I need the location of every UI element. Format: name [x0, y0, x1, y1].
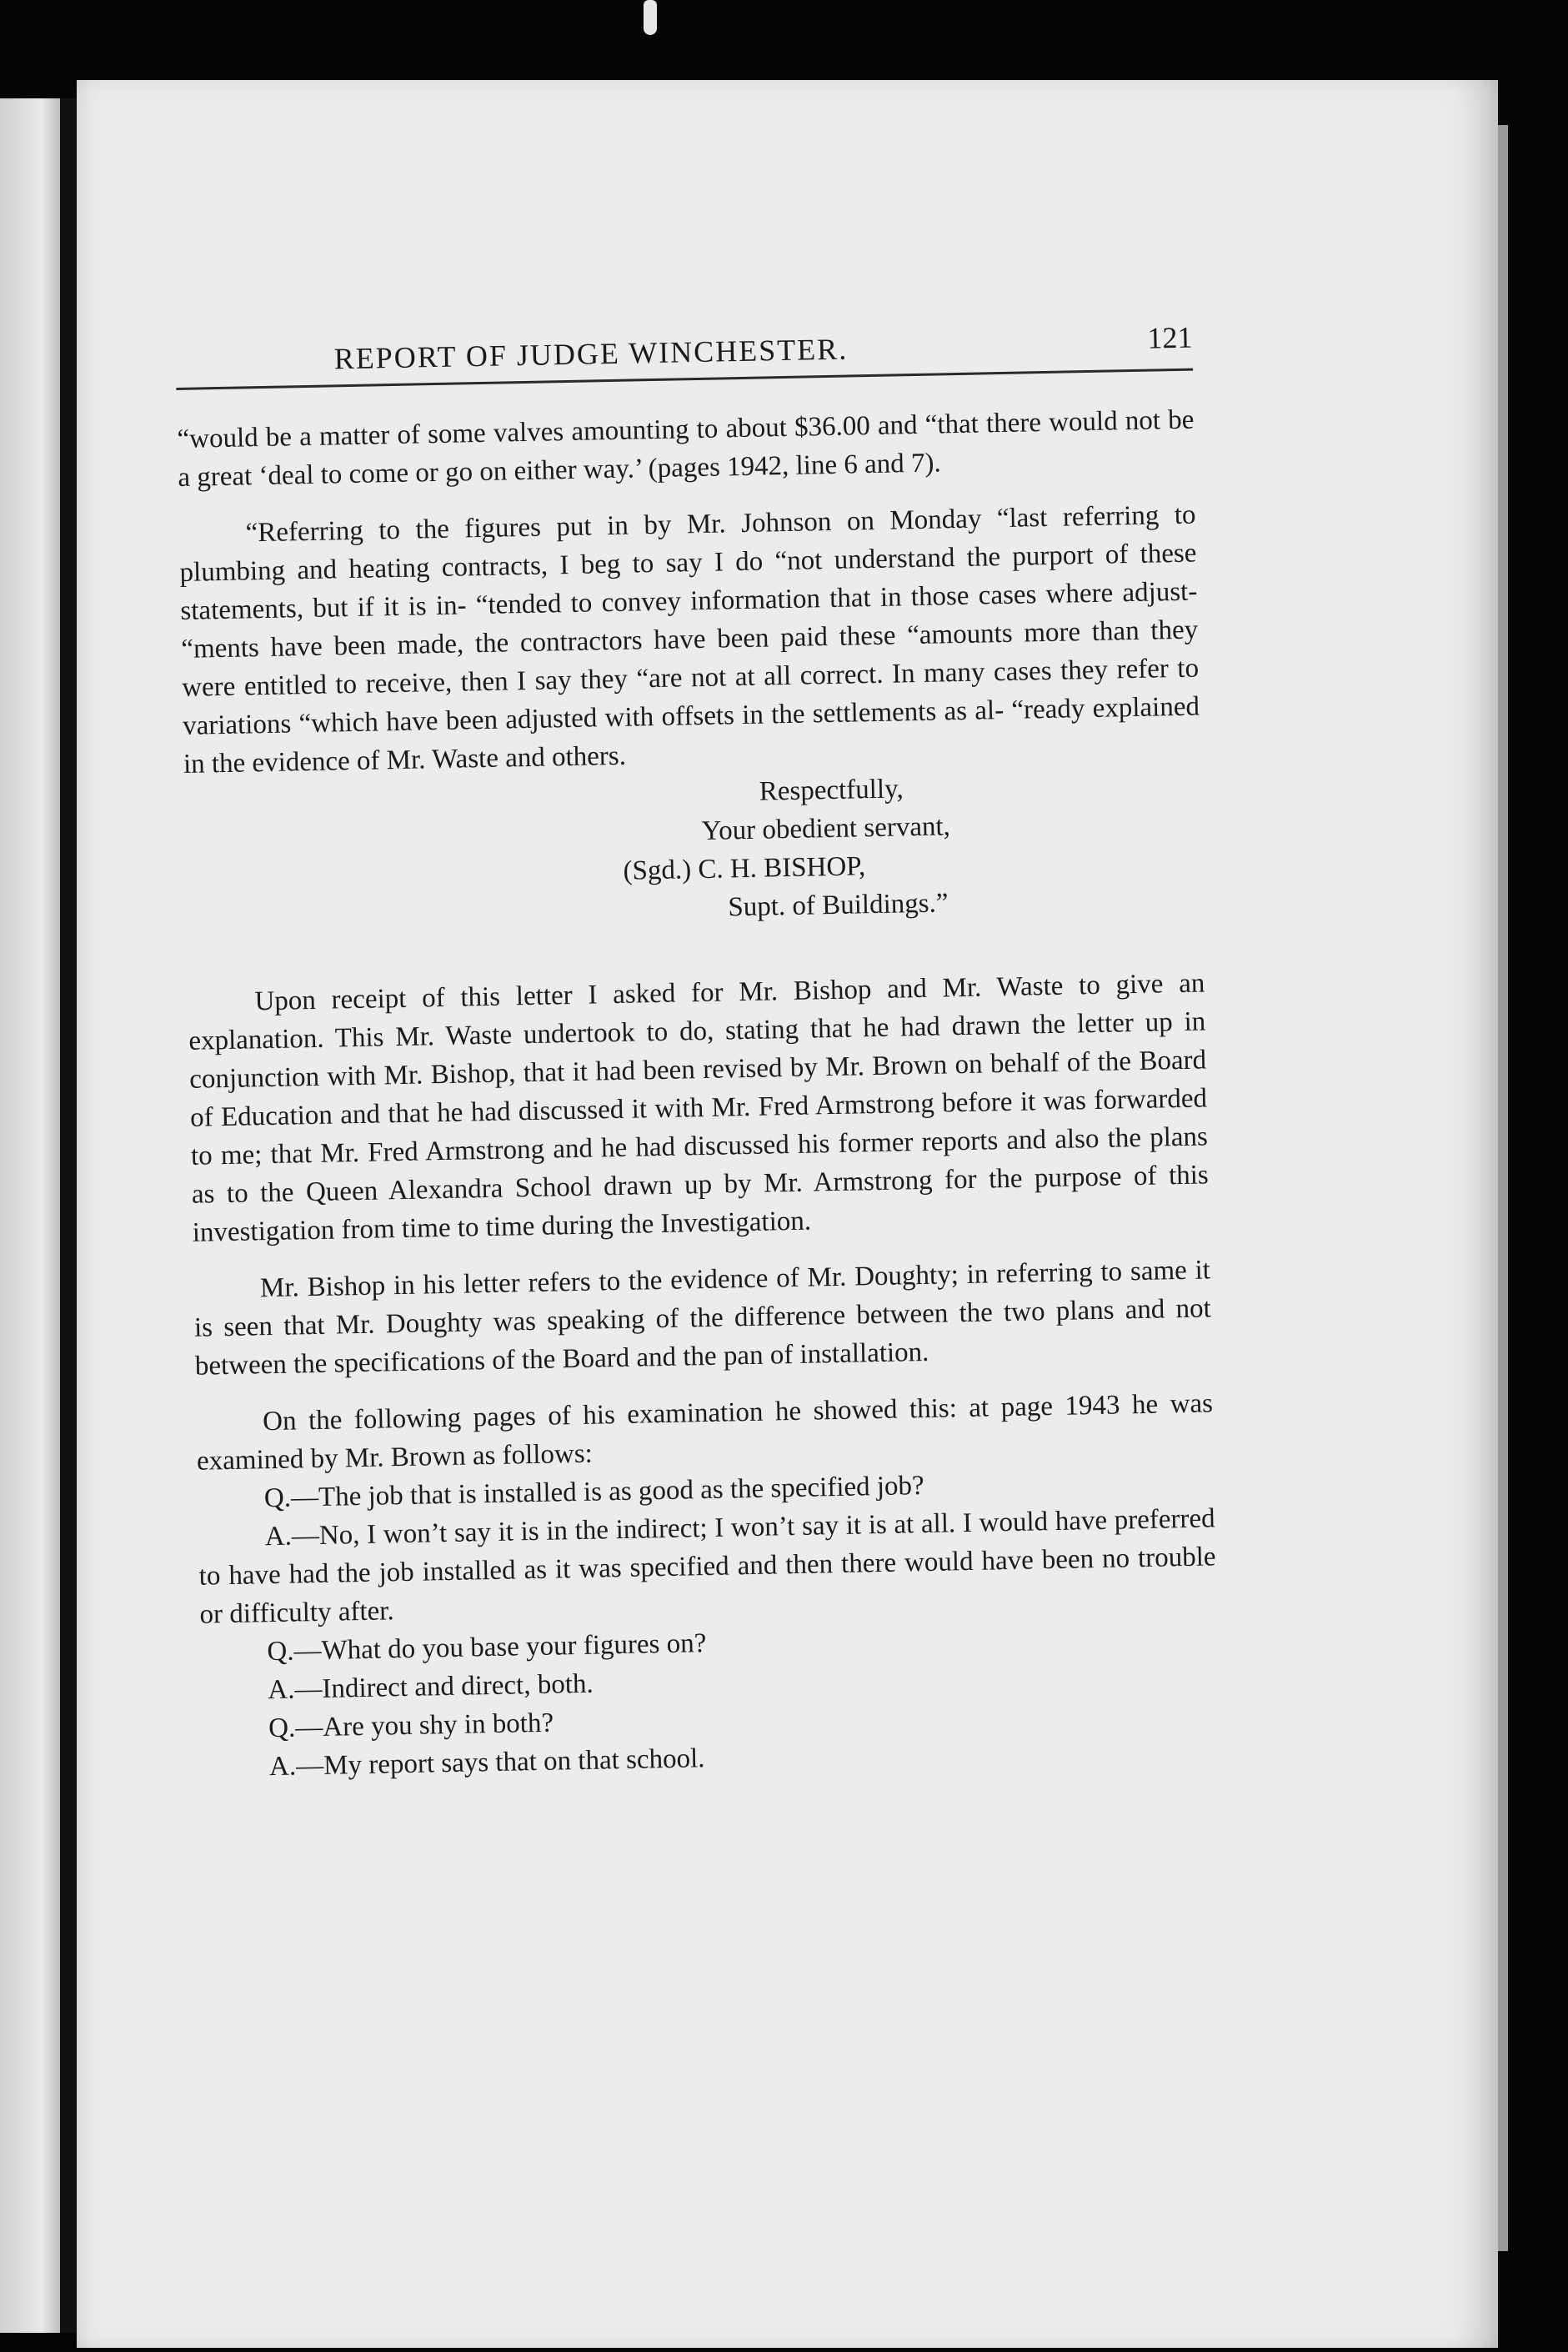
answer-line: A.—My report says that on that school.: [268, 1743, 705, 1783]
page-number: 121: [1147, 320, 1193, 355]
facing-page-edge: [0, 98, 60, 2333]
signature-title: Supt. of Buildings.”: [728, 888, 949, 923]
body-paragraph: On the following pages of his examination he showed this: at page 1943 he was examined by Mr. Brown as follows:: [196, 1388, 1214, 1477]
question-line: Q.—The job that is installed is as good as the specified job?: [263, 1471, 924, 1514]
question-line: Q.—Are you shy in both?: [268, 1708, 554, 1744]
answer-line: A.—No, I won’t say it is in the indirect; I won’t say it is at all. I would have preferred to have had the job installed as it was specified and then there would have been no trouble or difficulty after.: [198, 1503, 1216, 1630]
signature-servant: Your obedient servant,: [701, 811, 951, 846]
quoted-paragraph-continuation: “would be a matter of some valves amounting to about $36.00 and “that there would not be a great ‘deal to come or go on either way.’ (pages 1942, line 6 and 7).: [177, 404, 1195, 493]
body-paragraph: Upon receipt of this letter I asked for Mr. Bishop and Mr. Waste to give an explanation. This Mr. Waste undertook to do, stating that he had drawn the letter up in conjunction with Mr. Bishop, that it had been revised by Mr. Brown on behalf of the Board of Education and that he had discussed it with Mr. Fred Armstrong before it was forwarded to me; that Mr. Fred Armstrong and he had discussed his former reports and also the plans as to the Queen Alexandra School drawn up by Mr. Armstrong for the purpose of this investigation from time to time during the Investigation.: [188, 968, 1210, 1248]
body-paragraph: Mr. Bishop in his letter refers to the evidence of Mr. Doughty; in referring to same it is seen that Mr. Doughty was speaking of the difference between the two plans and not between the specifications of the Board and the pan of installation.: [193, 1255, 1212, 1382]
signature-name: (Sgd.) C. H. BISHOP,: [623, 851, 866, 886]
quoted-paragraph: “Referring to the figures put in by Mr. Johnson on Monday “last referring to plumbing and heating contracts, I beg to say I do “not understand the purport of these statements, but if it is in- “tended to convey information that in those cases where adjust- “ments have been made, the contractors have been paid these “amounts more than they were entitled to receive, then I say they “are not at all correct. In many cases they refer to variations “which have been adjusted with offsets in the settlements as al- “ready explained in the evidence of Mr. Waste and others.: [179, 499, 1200, 780]
question-line: Q.—What do you base your figures on?: [267, 1628, 707, 1667]
signature-block: [183, 764, 1203, 936]
signature-closing: Respectfully,: [759, 774, 904, 807]
page-edge-shadow: [1498, 125, 1508, 2251]
running-head: REPORT OF JUDGE WINCHESTER.: [333, 332, 849, 376]
answer-line: A.—Indirect and direct, both.: [268, 1668, 594, 1706]
ink-blot: [644, 0, 657, 35]
page-text: [175, 310, 1220, 1788]
book-gutter: [60, 98, 77, 2333]
